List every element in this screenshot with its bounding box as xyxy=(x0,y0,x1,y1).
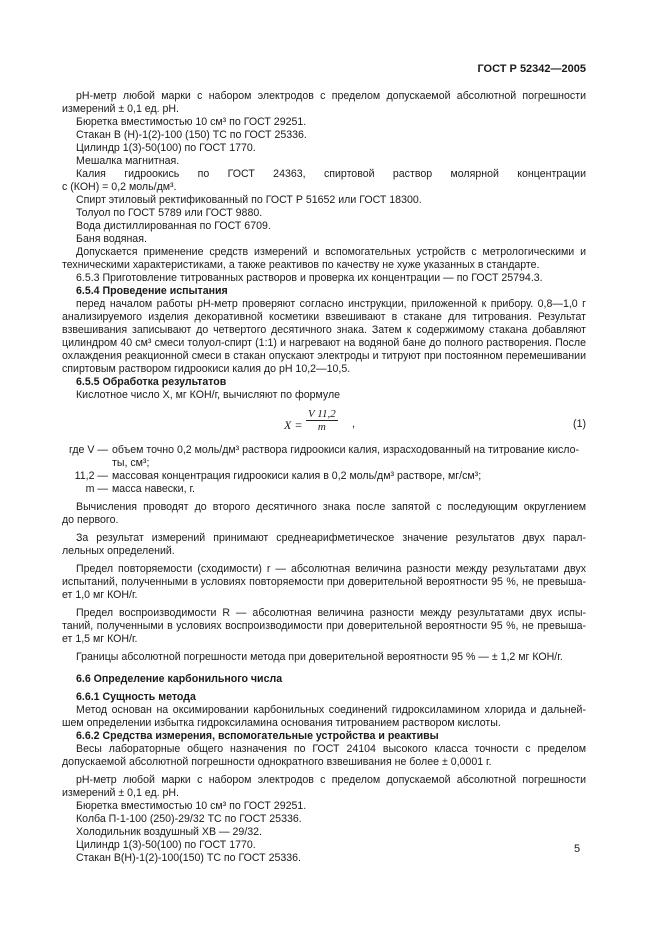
text-line: взвешивания записывают до четвертого десятичного знака. Затем к содержимому стакана добавляют xyxy=(62,324,586,336)
formula-number: (1) xyxy=(573,418,586,430)
text-line: Стакан В (Н)-1(2)-100 (150) ТС по ГОСТ 25336. xyxy=(76,129,307,141)
text-line: рН-метр любой марки с набором электродов с пределом допускаемой абсолютной погрешности xyxy=(76,774,586,786)
text-line: Калия гидроокись по ГОСТ 24363, спиртовой раствор молярной концентрации xyxy=(76,168,586,180)
heading-6-5-5: 6.5.5 Обработка результатов xyxy=(76,376,227,388)
text-line: Баня водяная. xyxy=(76,233,147,245)
text-line: спиртовым раствором гидроокиси калия до рН 10,2—10,5. xyxy=(62,363,351,375)
text-line: Мешалка магнитная. xyxy=(76,155,180,167)
formula-1 xyxy=(62,406,586,442)
where-item xyxy=(48,470,586,483)
text-line: Бюретка вместимостью 10 см³ по ГОСТ 29251. xyxy=(76,116,307,128)
text-line: цилиндром 40 см³ смеси толуол-спирт (1:1) и нагревают на водяной бане до полного растворения. После xyxy=(62,337,586,349)
where-desc: массовая концентрация гидроокиси калия в 0,2 моль/дм³ растворе, мг/см³; xyxy=(112,470,482,482)
text-line: измерений ± 0,1 ед. рН. xyxy=(62,787,180,799)
section-6-5-3: 6.5.3 Приготовление титрованных растворов и проверка их концентрации — по ГОСТ 25794.3. xyxy=(76,272,543,284)
text-line: Бюретка вместимостью 10 см³ по ГОСТ 29251. xyxy=(76,800,307,812)
page-number: 5 xyxy=(574,843,581,855)
heading-6-6: 6.6 Определение карбонильного числа xyxy=(76,673,283,685)
page-body xyxy=(62,90,586,865)
text-line: Вычисления проводят до второго десятичного знака после запятой с последующим округлением xyxy=(76,501,586,513)
text-line: Цилиндр 1(3)-50(100) по ГОСТ 1770. xyxy=(76,142,256,154)
text-line: Колба П-1-100 (250)-29/32 ТС по ГОСТ 25336. xyxy=(76,813,302,825)
formula-fraction xyxy=(306,408,338,433)
text-line: Кислотное число X, мг КОН/г, вычисляют по формуле xyxy=(76,389,341,401)
text-line: с (КОН) = 0,2 моль/дм³. xyxy=(62,181,177,193)
where-item xyxy=(48,483,586,496)
text-line: Весы лабораторные общего назначения по ГОСТ 24104 высокого класса точности с пределом xyxy=(76,743,586,755)
where-list xyxy=(48,444,586,496)
text-line: испытаний, полученными в условиях повторяемости при доверительной вероятности 95 %, не превыша- xyxy=(62,576,586,588)
text-line: За результат измерений принимают среднеарифметическое значение результатов двух парал- xyxy=(76,532,586,544)
text-line: техническими характеристиками, а также реактивов по качеству не хуже указанных в стандарте. xyxy=(62,259,540,271)
text-line: охлаждения реакционной смеси в стакан опускают электроды и титруют при постоянном перемешивании xyxy=(62,350,586,362)
where-term: где V — xyxy=(68,444,108,456)
text-line: Предел повторяемости (сходимости) r — абсолютная величина разности между результатами двух xyxy=(76,563,586,575)
text-line: Цилиндр 1(3)-50(100) по ГОСТ 1770. xyxy=(76,839,256,851)
where-item xyxy=(48,444,586,470)
where-term: m — xyxy=(85,483,108,495)
text-line: Предел воспроизводимости R — абсолютная величина разности между результатами двух испы- xyxy=(76,607,586,619)
text-line: рН-метр любой марки с набором электродов с пределом допускаемой абсолютной погрешности xyxy=(76,90,586,102)
where-desc: объем точно 0,2 моль/дм³ раствора гидроокиси калия, израсходованный на титрование кисло-ты, см³; xyxy=(112,444,580,469)
document-id: ГОСТ Р 52342—2005 xyxy=(477,63,586,75)
text-line: анализируемого изделия декоративной косметики взвешивают в стакане для титрования. Результат xyxy=(62,311,586,323)
where-desc: масса навески, г. xyxy=(112,483,195,495)
text-line: Толуол по ГОСТ 5789 или ГОСТ 9880. xyxy=(76,207,263,219)
text-line: измерений ± 0,1 ед. рН. xyxy=(62,103,180,115)
heading-6-6-2: 6.6.2 Средства измерения, вспомогательные устройства и реактивы xyxy=(76,730,439,742)
heading-6-6-1: 6.6.1 Сущность метода xyxy=(76,691,196,703)
formula-denominator: m xyxy=(317,421,326,433)
where-term: 11,2 — xyxy=(74,470,108,482)
text-line: шем определении избытка гидроксиламина основания титрованием раствором кислоты. xyxy=(62,717,501,729)
text-line: Стакан В(Н)-1(2)-100(150) ТС по ГОСТ 25336. xyxy=(76,852,301,864)
text-line: допускаемой абсолютной погрешности однократного взвешивания не более ± 0,0001 г. xyxy=(62,756,492,768)
text-line: Спирт этиловый ректификованный по ГОСТ Р 51652 или ГОСТ 18300. xyxy=(76,194,422,206)
heading-6-5-4: 6.5.4 Проведение испытания xyxy=(76,285,228,297)
text-line: ет 1,0 мг КОН/г. xyxy=(62,589,138,601)
formula-suffix: , xyxy=(352,418,356,430)
text-line: Границы абсолютной погрешности метода при доверительной вероятности 95 % — ± 1,2 мг КОН/г. xyxy=(76,651,563,663)
text-line: ет 1,5 мг КОН/г. xyxy=(62,633,138,645)
text-line: лельных определений. xyxy=(62,545,175,557)
formula-lhs: X = xyxy=(284,418,303,432)
text-line: до первого. xyxy=(62,514,119,526)
formula-numerator: V 11,2 xyxy=(308,408,336,420)
text-line: Холодильник воздушный ХВ — 29/32. xyxy=(76,826,262,838)
text-line: Вода дистиллированная по ГОСТ 6709. xyxy=(76,220,271,232)
text-line: Метод основан на оксимировании карбонильных соединений гидроксиламином хлорида и дальней- xyxy=(76,704,586,716)
text-line: Допускается применение средств измерений и вспомогательных устройств с метрологическими и xyxy=(76,246,586,258)
text-line: перед началом работы рН-метр проверяют согласно инструкции, приложенной к прибору. 0,8—1,0 г xyxy=(76,298,586,310)
text-line: таний, полученными в условиях воспроизводимости при доверительной вероятности 95 %, не превыша- xyxy=(62,620,586,632)
